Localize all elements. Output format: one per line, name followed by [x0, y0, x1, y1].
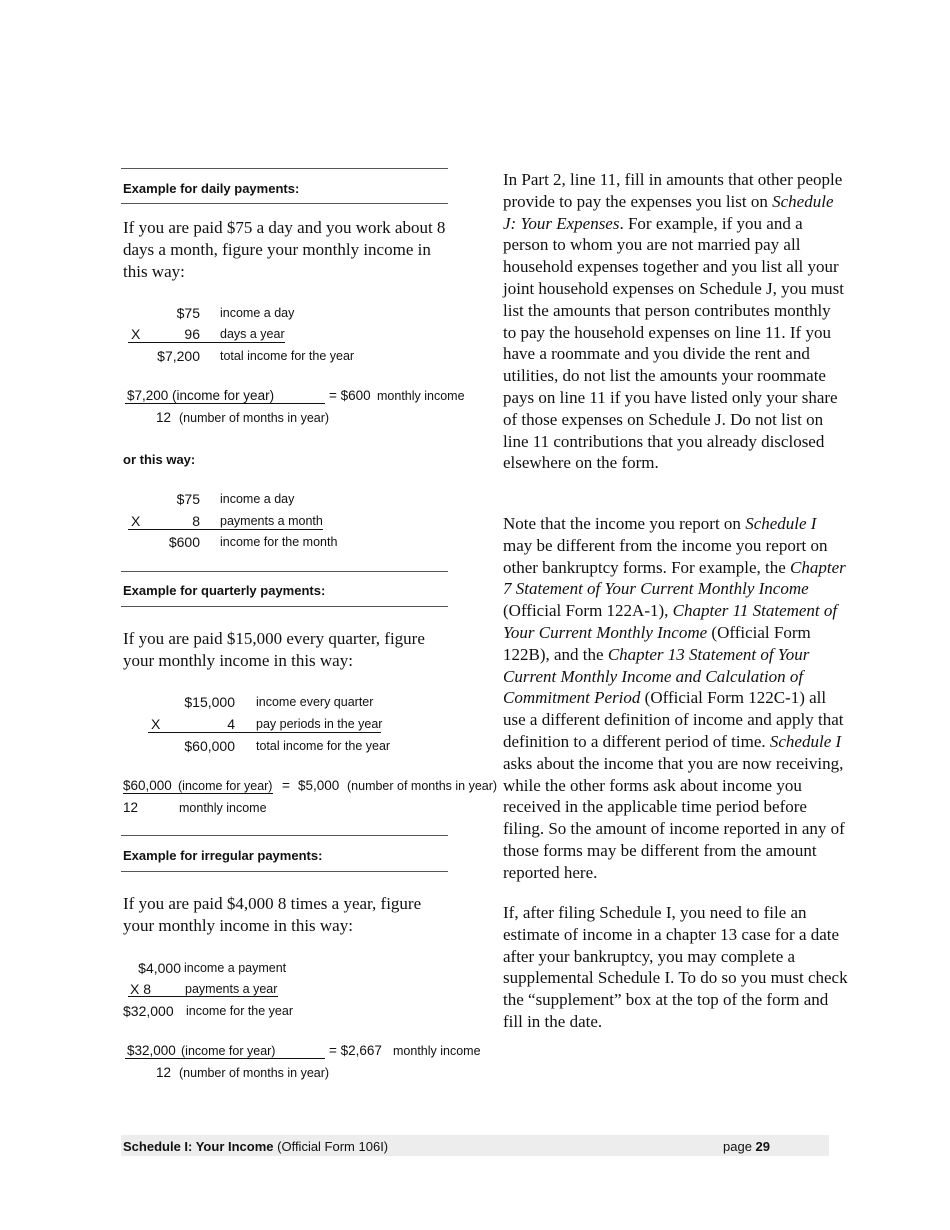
quarter-value: $15,000 — [184, 694, 235, 710]
divider — [121, 571, 448, 572]
quarterly-fraction-denominator: 12 — [123, 800, 139, 815]
irregular-year-total-label: income for the year — [186, 1004, 293, 1018]
irregular-fraction-result: = $2,667 — [329, 1043, 382, 1058]
quarterly-fraction-result-label: (number of months in year) — [347, 779, 498, 793]
irregular-fraction-numerator: $32,000 — [127, 1043, 176, 1058]
quarterly-fraction-result: $5,000 — [298, 778, 340, 793]
underline — [128, 342, 285, 343]
irregular-intro: If you are paid $4,000 8 times a year, figure your monthly income in this way: — [123, 894, 422, 935]
page-footer — [121, 1135, 829, 1156]
irregular-heading: Example for irregular payments: — [123, 848, 323, 863]
month-total-label: income for the month — [220, 535, 338, 549]
daily-rate-value: $75 — [176, 305, 200, 321]
quarterly-year-total-label: total income for the year — [256, 739, 391, 753]
pay-periods-label: pay periods in the year — [256, 717, 383, 731]
divider — [121, 871, 448, 872]
divider — [121, 835, 448, 836]
multiply-sign: X — [131, 513, 141, 529]
irregular-fraction-denominator-label: (number of months in year) — [179, 1066, 330, 1080]
quarterly-year-total-value: $60,000 — [184, 738, 235, 754]
underline — [148, 732, 381, 733]
underline — [128, 529, 323, 530]
irregular-fraction-numerator-label: (income for year) — [181, 1044, 276, 1058]
quarterly-intro: If you are paid $15,000 every quarter, figure your monthly income in this way: — [123, 629, 425, 670]
quarterly-fraction-numerator: $60,000 — [123, 778, 172, 793]
footer-title-line — [123, 1139, 388, 1154]
payment-value: $4,000 — [138, 960, 181, 976]
right-paragraph-1: In Part 2, line 11, fill in amounts that other people provide to pay the expenses you list on Schedule J: Your Expenses. For example, if you and a person to whom you are not married pay all household expenses together and you list all your joint household expenses on Schedule J, you must list the amounts that person contributes monthly to pay the household expenses on line 11. If you have a roommate and you divide the rent and utilities, do not list the amounts your roommate pays on line 11 if you have listed only your share of those expenses on Schedule J. Do not list on line 11 contributions that you already disclosed elsewhere on the form. — [503, 170, 844, 473]
daily-fraction-numerator: $7,200 (income for year) — [127, 388, 275, 403]
underline — [128, 996, 278, 997]
pay-periods-value: 4 — [227, 716, 235, 732]
irregular-year-total-value: $32,000 — [123, 1003, 174, 1019]
right-paragraph-3: If, after filing Schedule I, you need to file an estimate of income in a chapter 13 case for a date after your bankruptcy, you may complete a supplemental Schedule I. To do so you must check the “supplement” box at the top of the form and fill in the date. — [503, 903, 848, 1031]
year-total-label: total income for the year — [220, 349, 355, 363]
daily-rate-value-2: $75 — [176, 491, 200, 507]
quarterly-heading: Example for quarterly payments: — [123, 583, 326, 598]
fraction-bar — [125, 1058, 325, 1059]
footer-title: Schedule I: Your Income — [123, 1139, 274, 1154]
quarter-label: income every quarter — [256, 695, 374, 709]
daily-heading: Example for daily payments: — [123, 181, 300, 196]
irregular-fraction-result-label: monthly income — [393, 1044, 481, 1058]
daily-rate-label-2: income a day — [220, 492, 295, 506]
quarterly-fraction-numerator-label: (income for year) — [178, 779, 273, 793]
fraction-bar — [125, 403, 325, 404]
page-number-line — [723, 1139, 770, 1154]
days-label: days a year — [220, 327, 285, 341]
quarterly-fraction-denominator-label: monthly income — [179, 801, 267, 815]
payment-label: income a payment — [184, 961, 287, 975]
divider — [121, 168, 448, 169]
divider — [121, 203, 448, 204]
fraction-bar — [123, 793, 273, 794]
daily-fraction-denominator-label: (number of months in year) — [179, 411, 330, 425]
month-total-value: $600 — [168, 534, 200, 550]
right-paragraph-2: Note that the income you report on Schedule I may be different from the income you report on other bankruptcy forms. For example, the Chapter 7 Statement of Your Current Monthly Income (Official Form 122A-1), Chapter 11 Statement of Your Current Monthly Income (Official Form 122B), and the Chapter 13 Statement of Your Current Monthly Income and Calculation of Commitment Period (Official Form 122C-1) all use a different definition of income and apply that definition to a different period of time. Schedule I asks about the income that you are now receiving, while the other forms ask about income you received in the applicable time period before filing. So the amount of income reported in any of those forms may be different from the amount reported here. — [503, 514, 846, 882]
multiply-sign: X — [131, 326, 141, 342]
footer-subtitle: (Official Form 106I) — [277, 1139, 389, 1154]
times-per-year-value: X 8 — [130, 981, 152, 997]
daily-rate-label: income a day — [220, 306, 295, 320]
days-value: 96 — [184, 326, 200, 342]
irregular-fraction-denominator: 12 — [156, 1065, 172, 1080]
page-label: page — [723, 1139, 752, 1154]
daily-fraction-result: = $600 — [329, 388, 371, 403]
equals-sign: = — [282, 778, 290, 793]
daily-fraction-denominator: 12 — [156, 410, 172, 425]
payments-value: 8 — [192, 513, 200, 529]
daily-intro: If you are paid $75 a day and you work about 8 days a month, figure your monthly income in this way: — [123, 218, 446, 281]
daily-fraction-result-label: monthly income — [377, 389, 465, 403]
payments-label: payments a month — [220, 514, 323, 528]
multiply-sign: X — [151, 716, 161, 732]
or-this-way-heading: or this way: — [123, 452, 196, 467]
divider — [121, 606, 448, 607]
page-number: 29 — [755, 1139, 771, 1154]
times-per-year-label: payments a year — [185, 982, 278, 996]
year-total-value: $7,200 — [157, 348, 200, 364]
